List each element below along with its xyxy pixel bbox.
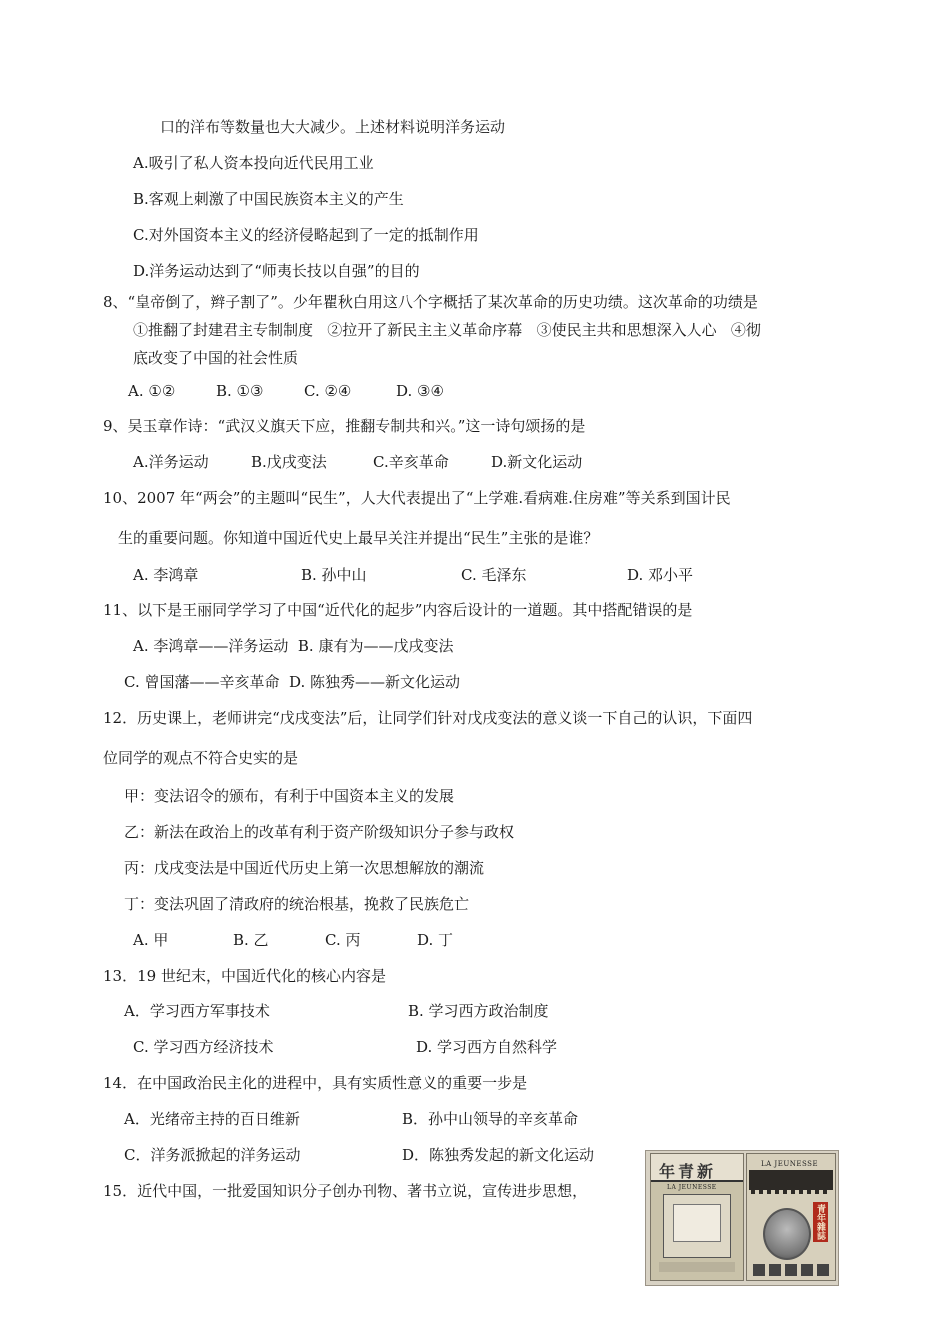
- option: D. 丁: [417, 931, 454, 949]
- option: C. ②④: [304, 382, 352, 400]
- new-youth-cover-right: [746, 1153, 836, 1281]
- question-14-option-d: D．陈独秀发起的新文化运动: [402, 1146, 595, 1164]
- question-11-options-ab: A. 李鸿章——洋务运动 B. 康有为——戊戌变法: [133, 637, 454, 655]
- question-12-statement-jia: 甲：变法诏令的颁布，有利于中国资本主义的发展: [124, 787, 455, 805]
- option: C. 丙: [325, 931, 361, 949]
- magazine-label: 青年雜誌: [813, 1202, 828, 1242]
- question-7-option-c: C.对外国资本主义的经济侵略起到了一定的抵制作用: [133, 226, 479, 244]
- magazine-covers-photo: [645, 1150, 839, 1286]
- question-13-option-c: C. 学习西方经济技术: [133, 1038, 274, 1056]
- question-14-stem: 14．在中国政治民主化的进程中，具有实质性意义的重要一步是: [103, 1074, 528, 1092]
- question-7-stem-continued: 口的洋布等数量也大大减少。上述材料说明洋务运动: [160, 118, 506, 136]
- question-10-stem: 10、2007 年“两会”的主题叫“民生”，人大代表提出了“上学难.看病难.住房难”等关系到国计民: [103, 489, 731, 507]
- question-12-stem-cont: 位同学的观点不符合史实的是: [103, 749, 299, 767]
- cover-subtitle: LA JEUNESSE: [761, 1160, 819, 1168]
- question-11-stem: 11、以下是王丽同学学习了中国“近代化的起步”内容后设计的一道题。其中搭配错误的是: [103, 601, 693, 619]
- question-10-stem-cont: 生的重要问题。你知道中国近代史上最早关注并提出“民生”主张的是谁？: [118, 529, 599, 547]
- question-9-stem: 9、吴玉章作诗：“武汉义旗天下应，推翻专制共和兴。”这一诗句颂扬的是: [103, 417, 586, 435]
- cover-title: 年青新: [659, 1162, 717, 1181]
- option: A. ①②: [128, 382, 176, 400]
- question-13-stem: 13．19 世纪末，中国近代化的核心内容是: [103, 967, 386, 985]
- question-8-statements: ①推翻了封建君主专制制度 ②拉开了新民主主义革命序幕 ③使民主共和思想深入人心 ④彻: [133, 321, 761, 339]
- question-13-option-a: A．学习西方军事技术: [124, 1002, 270, 1020]
- question-8-options: [128, 381, 444, 401]
- option: B. ①③: [216, 382, 264, 400]
- question-8-statements-cont: 底改变了中国的社会性质: [133, 349, 299, 367]
- option: A. 李鸿章: [133, 566, 199, 584]
- portrait: [763, 1208, 811, 1260]
- option: D. ③④: [396, 382, 444, 400]
- question-14-option-a: A．光绪帝主持的百日维新: [124, 1110, 300, 1128]
- option: B.戊戌变法: [251, 453, 327, 471]
- cover-subtitle: LA JEUNESSE: [667, 1184, 717, 1191]
- question-13-option-b: B. 学习西方政治制度: [408, 1002, 549, 1020]
- question-7-option-a: A.吸引了私人资本投向近代民用工业: [133, 154, 374, 172]
- question-11-options-cd: C. 曾国藩——辛亥革命 D. 陈独秀——新文化运动: [124, 673, 461, 691]
- question-7-option-d: D.洋务运动达到了“师夷长技以自强”的目的: [133, 262, 420, 280]
- option: A.洋务运动: [133, 453, 209, 471]
- option: A. 甲: [133, 931, 169, 949]
- question-13-option-d: D. 学习西方自然科学: [416, 1038, 558, 1056]
- question-12-statement-ding: 丁：变法巩固了清政府的统治根基，挽救了民族危亡: [124, 895, 470, 913]
- question-7-option-b: B.客观上刺激了中国民族资本主义的产生: [133, 190, 404, 208]
- question-10-options: [133, 565, 693, 585]
- option: B. 孙中山: [301, 566, 367, 584]
- option: D. 邓小平: [627, 566, 694, 584]
- question-9-options: [133, 452, 582, 472]
- option: C. 毛泽东: [461, 566, 527, 584]
- question-8-stem: 8、“皇帝倒了，辫子割了”。少年瞿秋白用这八个字概括了某次革命的历史功绩。这次革命的功绩是: [103, 293, 758, 311]
- question-12-stem: 12．历史课上，老师讲完“戊戌变法”后，让同学们针对戊戌变法的意义谈一下自己的认识，下面四: [103, 709, 753, 727]
- question-12-statement-yi: 乙：新法在政治上的改革有利于资产阶级知识分子参与政权: [124, 823, 515, 841]
- question-12-options: [133, 930, 453, 950]
- option: B. 乙: [233, 931, 269, 949]
- option: C.辛亥革命: [373, 453, 449, 471]
- question-14-option-b: B．孙中山领导的辛亥革命: [402, 1110, 579, 1128]
- question-15-stem: 15．近代中国，一批爱国知识分子创办刊物、著书立说，宣传进步思想，: [103, 1182, 588, 1200]
- new-youth-cover-left: [650, 1153, 744, 1281]
- option: D.新文化运动: [491, 453, 583, 471]
- question-12-statement-bing: 丙：戊戌变法是中国近代历史上第一次思想解放的潮流: [124, 859, 485, 877]
- question-14-option-c: C．洋务派掀起的洋务运动: [124, 1146, 301, 1164]
